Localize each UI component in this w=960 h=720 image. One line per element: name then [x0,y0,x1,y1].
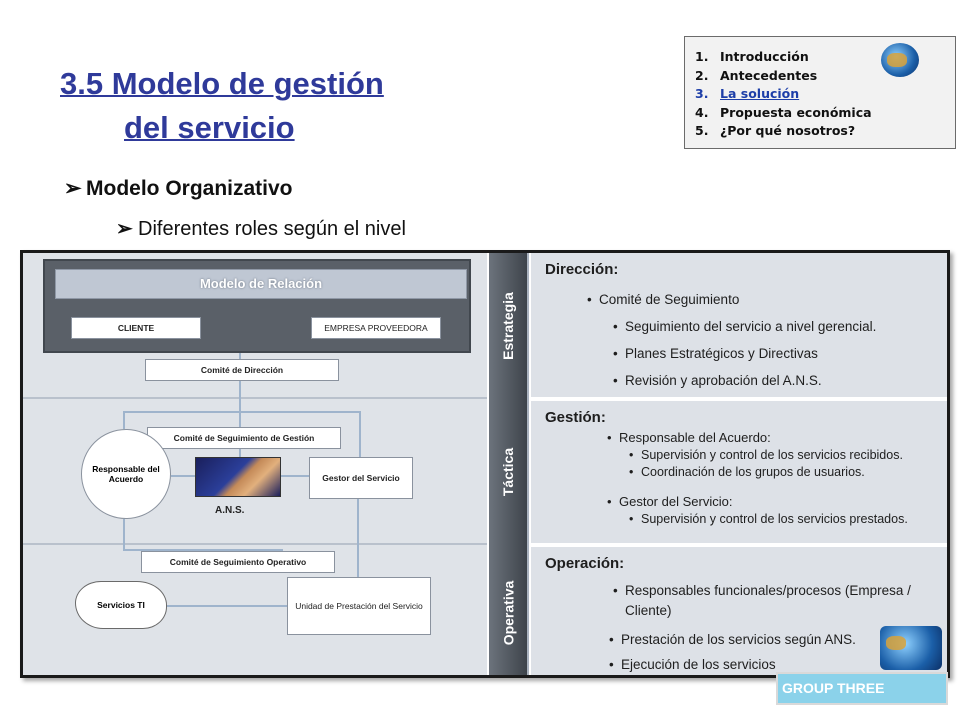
operacion-heading: Operación: [545,555,625,572]
direccion-panel [531,253,950,397]
gestion-subitem: • Supervisión y control de los servicios prestados. [641,511,950,528]
relation-model-header: Modelo de Relación [55,269,467,299]
comite-seguimiento-gestion-box: Comité de Seguimiento de Gestión [147,427,341,449]
operacion-item: • Ejecución de los servicios [621,653,950,677]
level-label-operativa: Operativa [489,545,529,678]
ans-label: A.N.S. [215,505,245,516]
comite-direccion-box: Comité de Dirección [145,359,339,381]
direccion-heading: Dirección: [545,261,619,278]
operacion-item-cont: Cliente) [625,603,672,618]
title-line-2: del servicio [124,110,295,145]
gestor-servicio-box: Gestor del Servicio [309,457,413,499]
level-label-tactica: Táctica [489,399,529,545]
direccion-subitem: • Seguimiento del servicio a nivel gerencial. [625,313,950,340]
arrow-bullet-icon: ➢ [64,177,82,200]
gestion-subitem: • Coordinación de los grupos de usuarios. [641,464,950,481]
gestion-panel [531,401,950,543]
globe-icon [881,43,919,77]
gestion-heading: Gestión: [545,409,606,426]
agenda-item-introduccion[interactable]: 1. Introducción [695,49,809,64]
responsable-acuerdo-node: Responsable del Acuerdo [81,429,171,519]
bullet-modelo-organizativo: ➢ Modelo Organizativo [64,177,293,200]
agenda-box [684,36,956,149]
bullet-diferentes-roles: ➢ Diferentes roles según el nivel [116,218,406,240]
gestion-item: • Responsable del Acuerdo: [619,429,950,447]
level-label-estrategia: Estrategia [489,253,529,399]
direccion-item: • Comité de Seguimiento [599,287,950,313]
gestion-item: • Gestor del Servicio: [619,493,950,511]
agenda-item-la-solucion[interactable]: 3. La solución [695,86,800,101]
direccion-subitem: • Planes Estratégicos y Directivas [625,340,950,367]
arrow-bullet-icon: ➢ [116,218,133,240]
group-three-badge: GROUP THREE [776,672,948,705]
operacion-item: • Prestación de los servicios según ANS. [621,627,950,653]
agenda-item-por-que-nosotros[interactable]: 5. ¿Por qué nosotros? [695,123,856,138]
comite-seguimiento-operativo-box: Comité de Seguimiento Operativo [141,551,335,573]
agenda-item-propuesta[interactable]: 4. Propuesta económica [695,104,872,120]
organizational-model-diagram [20,250,950,678]
direccion-subitem: • Revisión y aprobación del A.N.S. [625,367,950,394]
operacion-item: • Responsables funcionales/procesos (Empresa / [625,581,950,601]
globe-icon [880,626,942,670]
empresa-proveedora-box: EMPRESA PROVEEDORA [311,317,441,339]
page-title [60,62,480,150]
handshake-icon [195,457,281,497]
unidad-prestacion-box: Unidad de Prestación del Servicio [287,577,431,635]
gestion-subitem: • Supervisión y control de los servicios recibidos. [641,447,950,464]
agenda-item-antecedentes[interactable]: 2. Antecedentes [695,67,818,83]
cliente-box: CLIENTE [71,317,201,339]
servicios-ti-cloud: Servicios TI [75,581,167,629]
relation-model-panel [23,253,487,675]
title-line-1: 3.5 Modelo de gestión [60,66,384,101]
